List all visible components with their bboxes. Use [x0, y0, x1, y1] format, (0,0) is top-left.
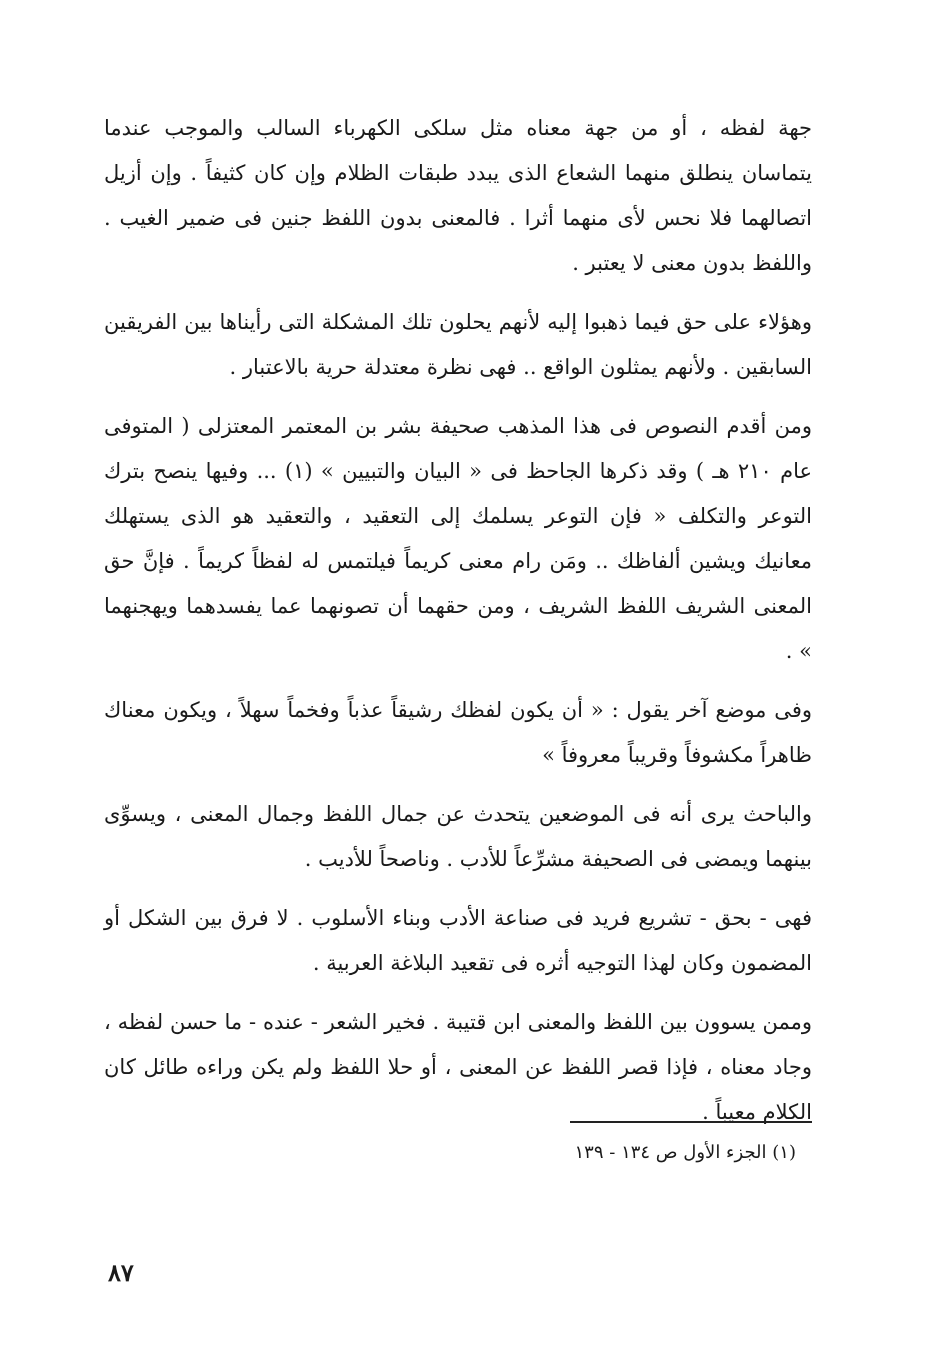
paragraph: جهة لفظه ، أو من جهة معناه مثل سلكى الكهرباء السالب والموجب عندما يتماسان ينطلق منهما الشعاع الذى يبدد طبقات الظلام وإن كان كثيفاً . وإن أزيل اتصالهما فلا نحس لأى منهما أثرا . فالمعنى بدون اللفظ جنين فى ضمير الغيب . واللفظ بدون معنى لا يعتبر .: [104, 116, 812, 275]
paragraph: وهؤلاء على حق فيما ذهبوا إليه لأنهم يحلون تلك المشكلة التى رأيناها بين الفريقين السابقين . ولأنهم يمثلون الواقع .. فهى نظرة معتدلة حرية بالاعتبار .: [104, 310, 812, 379]
footnote: (١) الجزء الأول ص ١٣٤ - ١٣٩: [574, 1142, 796, 1163]
main-text-block: [104, 106, 812, 1149]
paragraph: وفى موضع آخر يقول : « أن يكون لفظك رشيقاً عذباً وفخماً سهلاً ، ويكون معناك ظاهراً مكشوفاً وقريباً معروفاً »: [104, 698, 812, 767]
footnote-divider: [570, 1121, 812, 1123]
paragraph: فهى - بحق - تشريع فريد فى صناعة الأدب وبناء الأسلوب . لا فرق بين الشكل أو المضمون وكان لهذا التوجيه أثره فى تقعيد البلاغة العربية .: [104, 906, 812, 975]
paragraph: والباحث يرى أنه فى الموضعين يتحدث عن جمال اللفظ وجمال المعنى ، ويسوِّى بينهما ويمضى فى الصحيفة مشرِّعاً للأدب . وناصحاً للأديب .: [104, 802, 812, 871]
paragraph: وممن يسوون بين اللفظ والمعنى ابن قتيبة . فخير الشعر - عنده - ما حسن لفظه ، وجاد معناه ، فإذا قصر اللفظ عن المعنى ، أو حلا اللفظ ولم يكن وراءه طائل كان الكلام معيباً .: [104, 1010, 812, 1124]
paragraph: ومن أقدم النصوص فى هذا المذهب صحيفة بشر بن المعتمر المعتزلى ( المتوفى عام ٢١٠ هـ ) وقد ذكرها الجاحظ فى « البيان والتبيين » (١) ... وفيها ينصح بترك التوعر والتكلف « فإن التوعر يسلمك إلى التعقيد ، والتعقيد هو الذى يستهلك معانيك ويشين ألفاظك .. ومَن رام معنى كريماً فيلتمس له لفظاً كريماً . فإنَّ حق المعنى الشريف اللفظ الشريف ، ومن حقهما أن تصونهما عما يفسدهما ويهجنهما » .: [104, 414, 812, 663]
page-number: ٨٧: [108, 1258, 134, 1287]
